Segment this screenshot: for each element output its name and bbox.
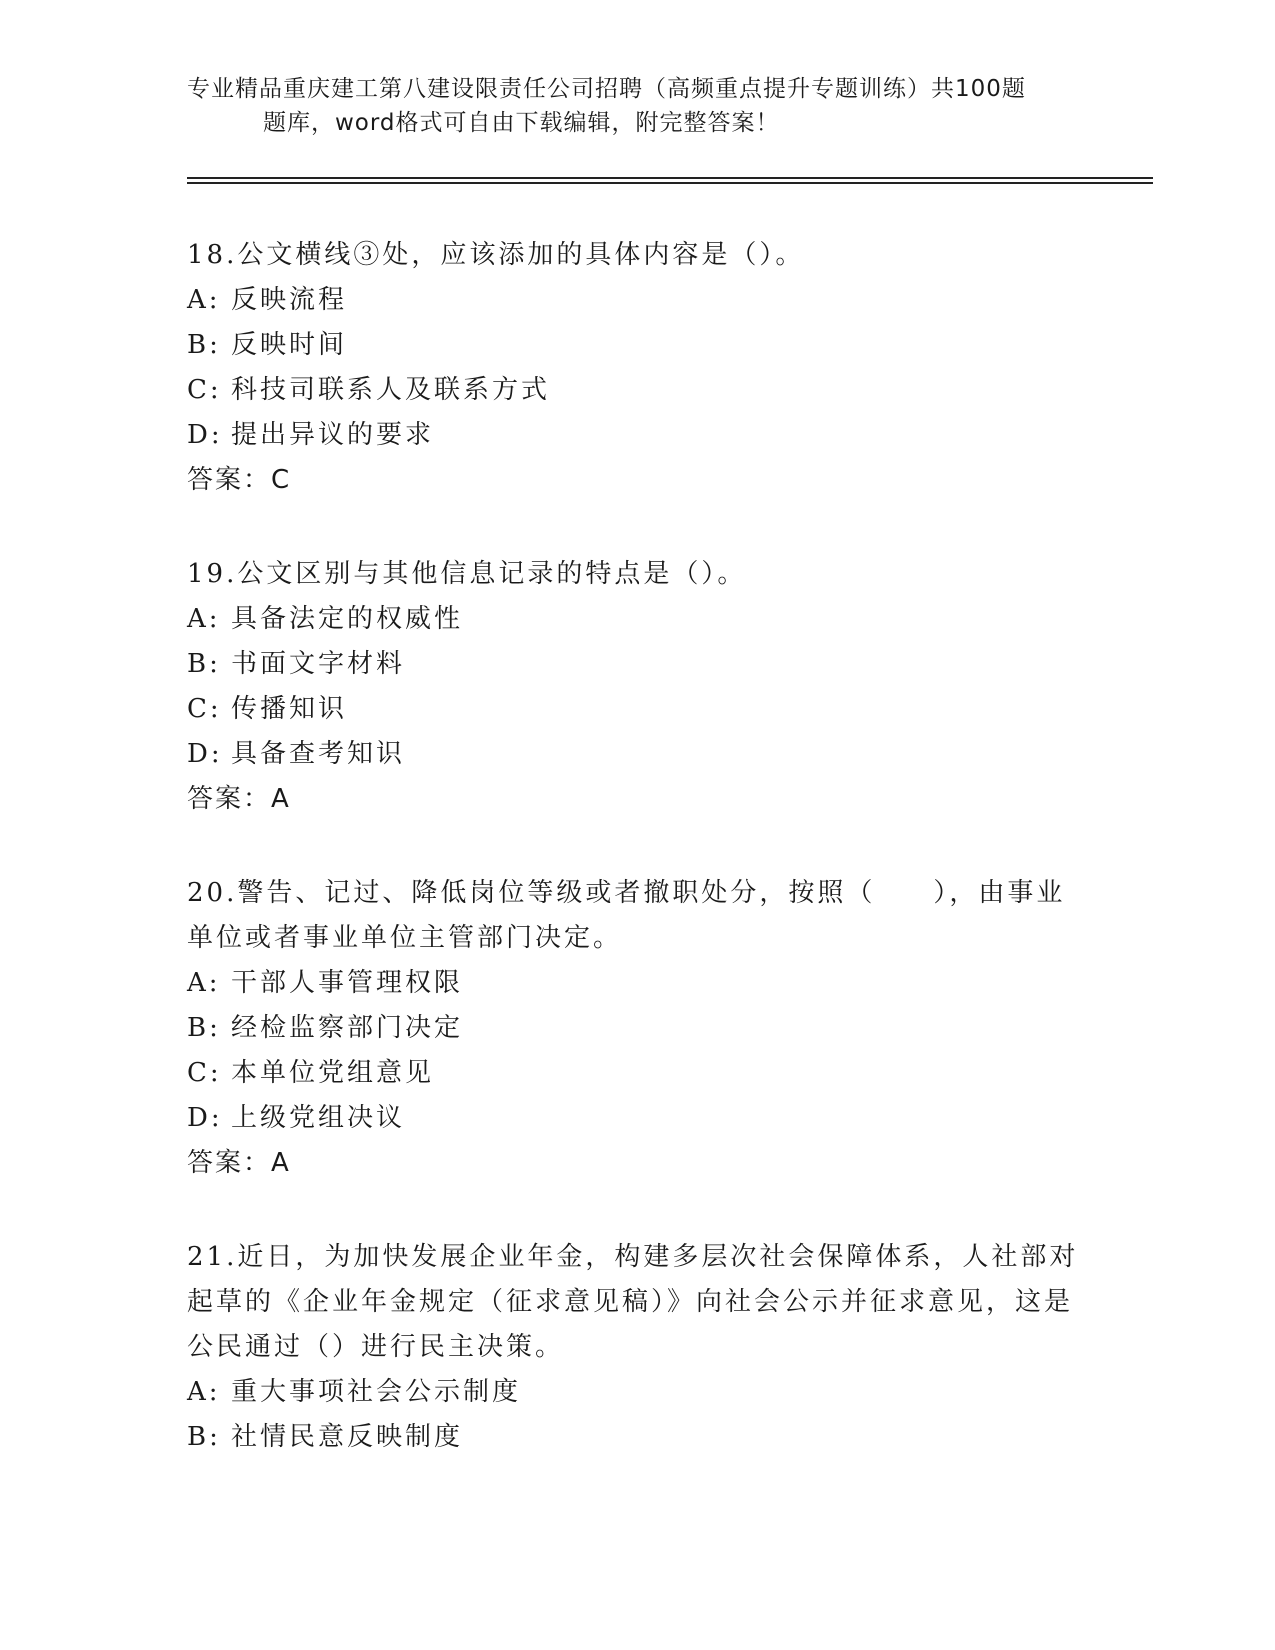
question-stem: 20.警告、记过、降低岗位等级或者撤职处分，按照（ ），由事业单位或者事业单位主管部门决定。 (187, 878, 1066, 953)
option-key: B: (187, 649, 221, 679)
option-text: 具备法定的权威性 (231, 604, 464, 634)
question-18 (187, 233, 1087, 503)
option-key: C: (187, 694, 222, 724)
option-key: C: (187, 375, 222, 405)
option-c (187, 1051, 1087, 1096)
header-divider-bottom (187, 182, 1153, 184)
option-b (187, 642, 1087, 687)
option-text: 反映流程 (231, 285, 348, 315)
option-key: B: (187, 1422, 221, 1452)
option-d (187, 1096, 1087, 1141)
option-key: D: (187, 1103, 223, 1133)
option-a (187, 1370, 1087, 1415)
option-d (187, 413, 1087, 458)
option-text: 科技司联系人及联系方式 (231, 375, 551, 405)
option-text: 社情民意反映制度 (231, 1422, 464, 1452)
option-text: 重大事项社会公示制度 (231, 1377, 522, 1407)
question-20 (187, 871, 1087, 1186)
option-b (187, 1006, 1087, 1051)
option-text: 上级党组决议 (231, 1103, 406, 1133)
document-header (187, 72, 1067, 140)
header-title-line2: 题库，word格式可自由下载编辑，附完整答案！ (263, 110, 780, 136)
header-title-line1: 专业精品重庆建工第八建设限责任公司招聘（高频重点提升专题训练）共100题 (187, 76, 1026, 102)
option-key: A: (187, 968, 221, 998)
answer-line: 答案：A (187, 784, 291, 814)
option-key: D: (187, 739, 223, 769)
option-key: B: (187, 1013, 221, 1043)
option-text: 提出异议的要求 (231, 420, 435, 450)
option-key: D: (187, 420, 223, 450)
question-21 (187, 1235, 1087, 1460)
answer-line: 答案：C (187, 465, 292, 495)
option-c (187, 687, 1087, 732)
option-text: 书面文字材料 (231, 649, 406, 679)
option-text: 传播知识 (231, 694, 348, 724)
option-text: 具备查考知识 (231, 739, 406, 769)
option-text: 干部人事管理权限 (231, 968, 464, 998)
option-key: B: (187, 330, 221, 360)
option-a (187, 597, 1087, 642)
option-key: A: (187, 604, 221, 634)
option-text: 反映时间 (231, 330, 348, 360)
option-text: 本单位党组意见 (231, 1058, 435, 1088)
question-19 (187, 552, 1087, 822)
option-b (187, 323, 1087, 368)
question-stem: 21.近日，为加快发展企业年金，构建多层次社会保障体系，人社部对起草的《企业年金规定（征求意见稿）》向社会公示并征求意见，这是公民通过（）进行民主决策。 (187, 1242, 1079, 1362)
option-b (187, 1415, 1087, 1460)
answer-line: 答案：A (187, 1148, 291, 1178)
question-stem: 18.公文横线③处，应该添加的具体内容是（）。 (187, 240, 805, 270)
option-key: C: (187, 1058, 222, 1088)
question-stem: 19.公文区别与其他信息记录的特点是（）。 (187, 559, 747, 589)
option-key: A: (187, 1377, 221, 1407)
option-c (187, 368, 1087, 413)
option-a (187, 278, 1087, 323)
header-divider-top (187, 177, 1153, 179)
option-text: 经检监察部门决定 (231, 1013, 464, 1043)
option-d (187, 732, 1087, 777)
option-a (187, 961, 1087, 1006)
option-key: A: (187, 285, 221, 315)
